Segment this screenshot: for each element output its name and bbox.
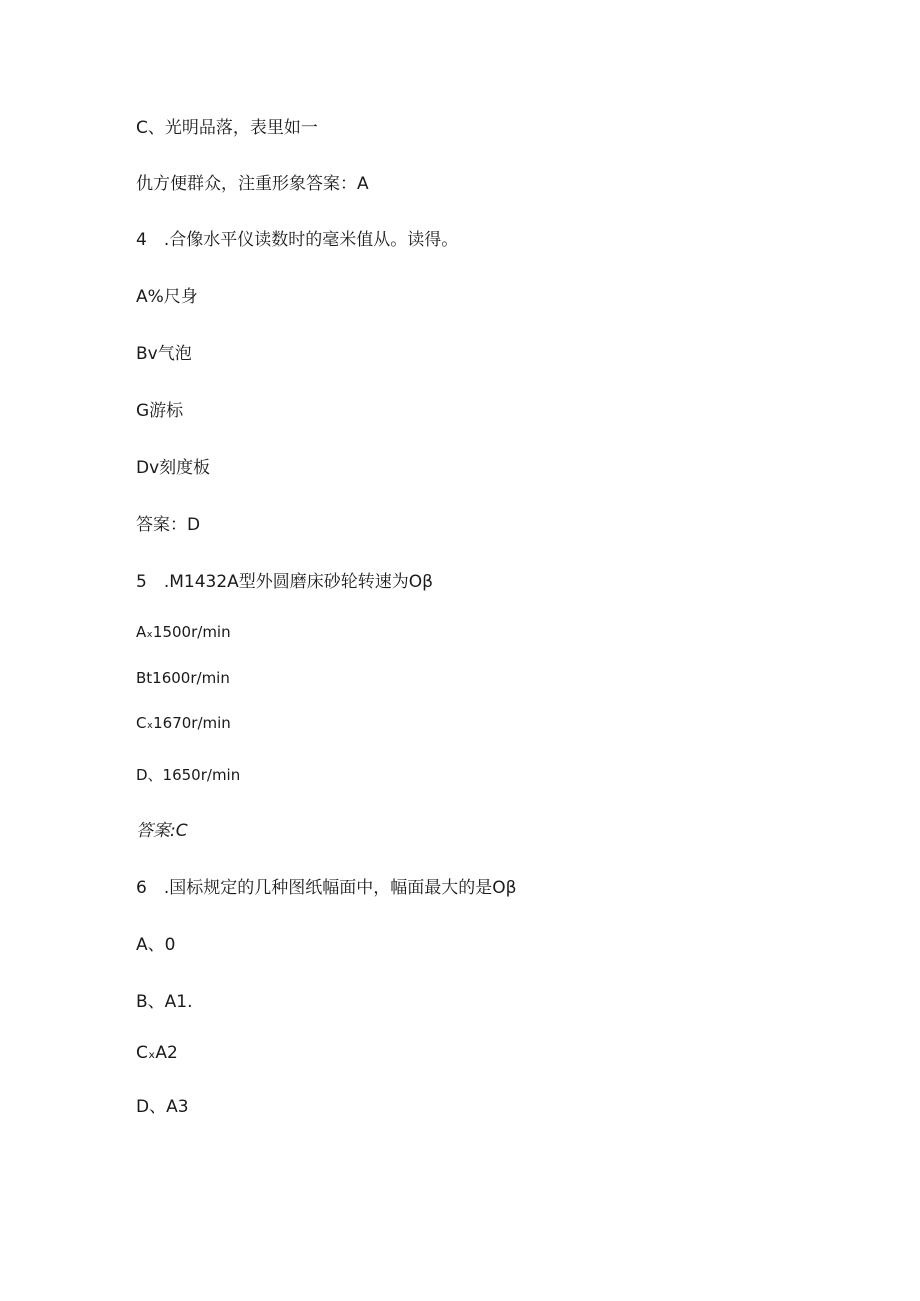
- question-6: 6 .国标规定的几种图纸幅面中，幅面最大的是Oβ: [136, 878, 517, 898]
- q5-option-a: Aₓ1500r/min: [136, 623, 231, 641]
- q5-option-d: D、1650r/min: [136, 766, 241, 784]
- q4-answer: 答案：D: [136, 515, 201, 535]
- q6-option-d: D、A3: [136, 1097, 189, 1117]
- q5-option-b: Bt1600r/min: [136, 669, 230, 687]
- question-4: 4 .合像水平仪读数时的毫米值从。读得。: [136, 230, 459, 250]
- q4-option-b: Bv气泡: [136, 344, 192, 364]
- q4-option-a: A%尺身: [136, 287, 198, 307]
- q5-option-c: Cₓ1670r/min: [136, 714, 231, 732]
- q6-option-a: A、0: [136, 935, 176, 955]
- option-c-line: C、光明品落，表里如一: [136, 118, 318, 138]
- q4-option-c: G游标: [136, 401, 184, 421]
- q6-option-b: B、A1.: [136, 992, 193, 1012]
- q6-option-c: CₓA2: [136, 1043, 178, 1063]
- q5-answer: 答案:C: [136, 821, 188, 841]
- option-d-answer-line: 仇方便群众，注重形象答案：A: [136, 174, 369, 194]
- question-5: 5 .M1432A型外圆磨床砂轮转速为Oβ: [136, 572, 434, 592]
- q4-option-d: Dv刻度板: [136, 458, 211, 478]
